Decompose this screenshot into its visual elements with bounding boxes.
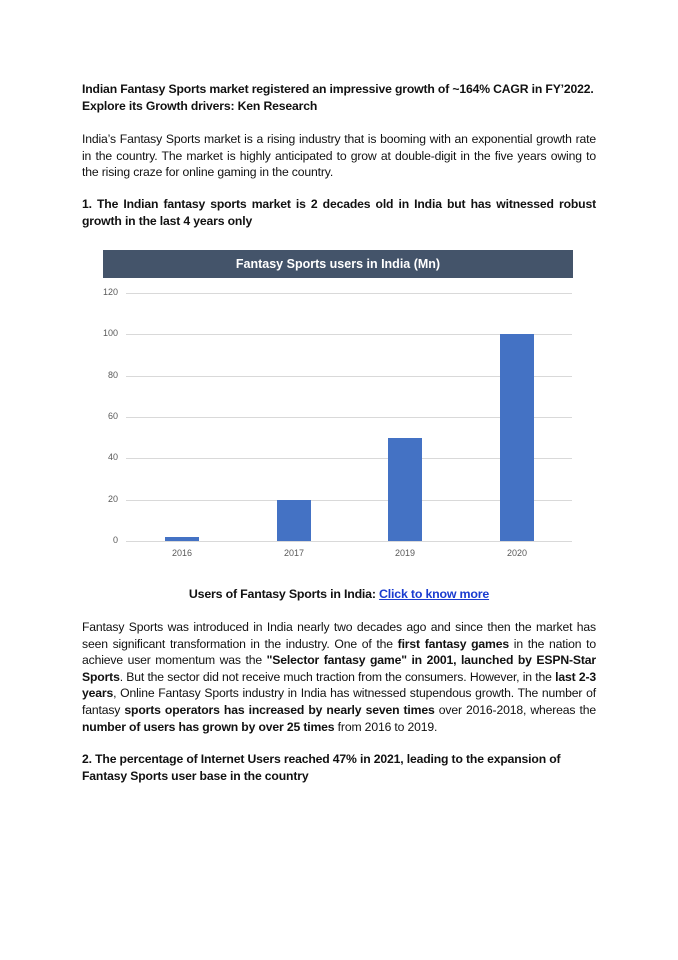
x-tick-label: 2016 [171, 548, 193, 558]
bold-text-run: last 2-3 years [82, 669, 596, 701]
caption-text: Users of Fantasy Sports in India: [188, 587, 380, 601]
bold-text-run: first fantasy games [397, 636, 509, 651]
chart-plot-area [92, 249, 576, 571]
bar-2020 [500, 334, 534, 541]
y-tick-label: 80 [107, 369, 118, 380]
text-run: . But the sector did not receive much traction from the consumers. However, in the [119, 669, 556, 684]
y-tick-label: 60 [107, 411, 118, 421]
x-tick-label: 2019 [394, 548, 416, 558]
users-bar-chart [92, 249, 576, 571]
y-tick-label: 0 [112, 535, 118, 545]
bold-text-run: number of users has grown by over 25 times [82, 719, 335, 734]
gridline [126, 541, 572, 542]
y-tick-label: 120 [102, 287, 118, 297]
bar-2019 [388, 438, 422, 541]
y-tick-label: 100 [102, 328, 118, 339]
y-tick-label: 20 [107, 493, 118, 504]
bar-2017 [277, 500, 311, 541]
text-run: , Online Fantasy Sports industry in India has witnessed stupendous growth. The number of fantasy [82, 686, 596, 717]
bold-text-run: sports operators has increased by nearly seven times [124, 702, 435, 717]
text-run: from 2016 to 2019. [334, 719, 438, 734]
text-run: in the nation to achieve user momentum was the [82, 636, 596, 668]
bar-2016 [165, 537, 199, 541]
history-paragraph [82, 619, 596, 735]
know-more-link[interactable]: Click to know more [379, 587, 490, 601]
text-run: Fantasy Sports was introduced in India nearly two decades ago and since then the market has seen significant transformation in the industry. One of the [82, 620, 596, 651]
section-heading-1: 1. The Indian fantasy sports market is 2 decades old in India but has witnessed robust growth in the last 4 years only [82, 197, 596, 228]
bold-text-run: "Selector fantasy game" in 2001, launched by ESPN-Star Sports [82, 653, 596, 684]
y-tick-label: 40 [107, 452, 118, 463]
gridline [126, 293, 572, 294]
text-run: over 2016-2018, whereas the [434, 702, 597, 717]
intro-paragraph: India’s Fantasy Sports market is a rising industry that is booming with an exponential growth rate in the country. The market is highly anticipated to grow at double-digit in the five years owing to the rising craze for online gaming in the country. [82, 132, 596, 180]
x-tick-label: 2017 [283, 548, 305, 558]
chart-title: Fantasy Sports users in India (Mn) [103, 250, 573, 278]
x-tick-label: 2020 [506, 548, 528, 558]
chart-caption [0, 587, 678, 601]
document-title: Indian Fantasy Sports market registered an impressive growth of ~164% CAGR in FY’2022. Explore its Growth drivers: Ken Research [82, 82, 594, 113]
section-heading-2: 2. The percentage of Internet Users reached 47% in 2021, leading to the expansion of Fantasy Sports user base in the country [82, 752, 561, 783]
